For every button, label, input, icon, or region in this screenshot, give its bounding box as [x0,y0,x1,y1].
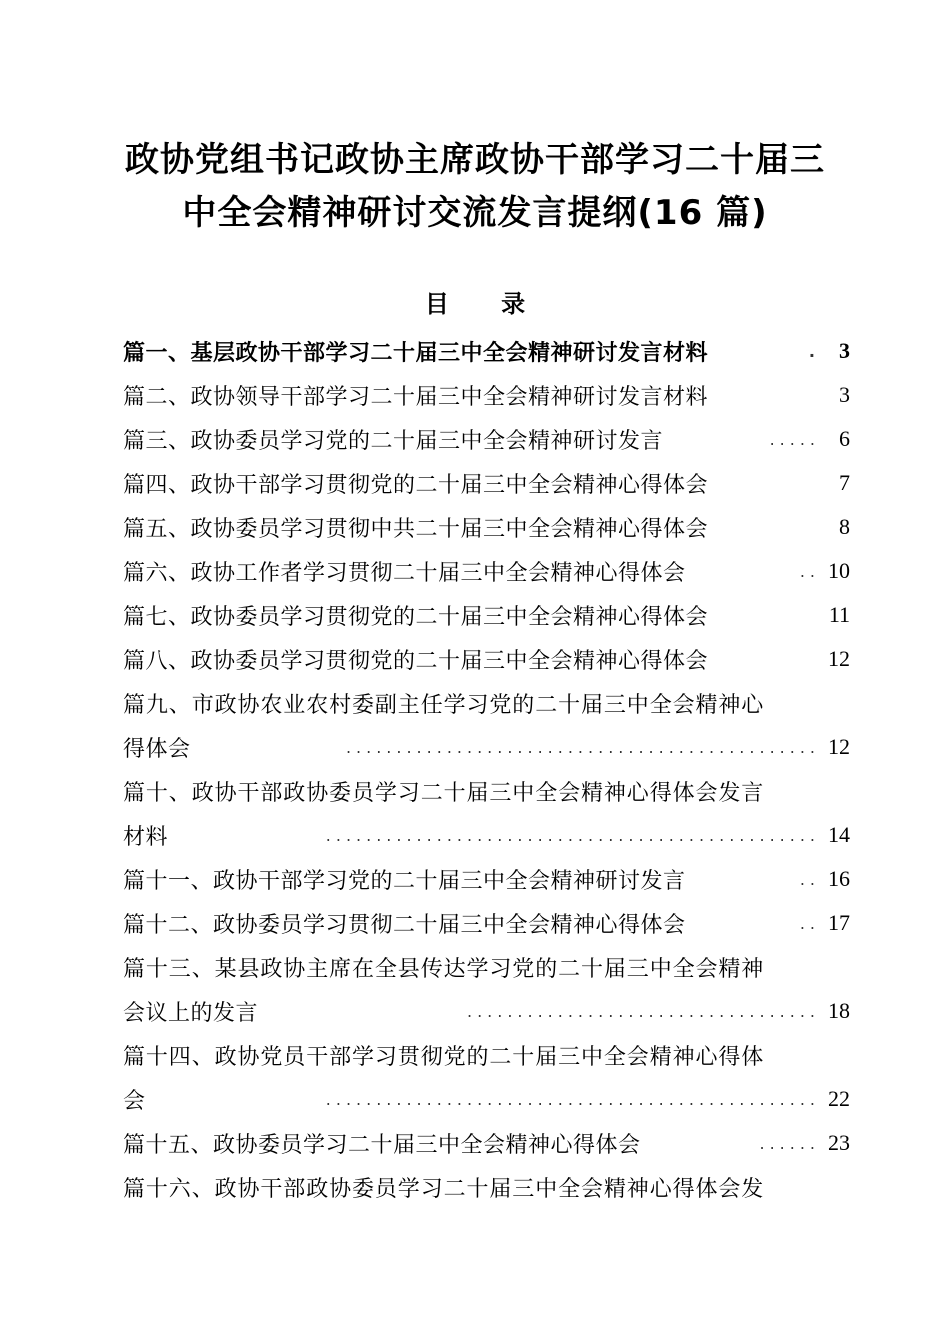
toc-entry-title: 篇十六、政协干部政协委员学习二十届三中全会精神心得体会发 [123,1176,765,1202]
toc-entry-leader: .. [799,561,820,581]
toc-entry-title: 篇十二、政协委员学习贯彻二十届三中全会精神心得体会 [123,912,686,938]
toc-entry[interactable] [123,1169,850,1205]
toc-heading: 目 录 [424,290,548,318]
toc-entry-page: 8 [839,514,850,539]
toc-entry-page: 23 [828,1130,850,1155]
toc-entry-title: 得体会 [123,736,191,762]
toc-entry-continuation[interactable] [123,993,850,1029]
toc-entry-title: 篇八、政协委员学习贯彻党的二十届三中全会精神心得体会 [123,648,709,674]
toc-entry[interactable] [123,949,850,985]
toc-entry-page: 6 [839,426,850,451]
toc-entry[interactable] [123,861,850,897]
toc-entry-page: 14 [828,822,850,847]
toc-entry-leader: ................................................. [325,825,820,845]
toc-entry[interactable] [123,597,850,633]
toc-entry-page: 7 [839,470,850,495]
toc-entry-continuation[interactable] [123,729,850,765]
toc-entry-page: 11 [828,602,850,627]
toc-entry-title: 篇十、政协干部政协委员学习二十届三中全会精神心得体会发言 [123,780,765,806]
toc-entry-continuation[interactable] [123,817,850,853]
toc-entry-page: 22 [828,1086,850,1111]
toc-entry-title: 会 [123,1088,146,1114]
toc-entry-page: 16 [828,866,850,891]
toc-entry-leader: ..... [769,429,820,449]
toc-entry-title: 篇二、政协领导干部学习二十届三中全会精神研讨发言材料 [123,384,709,410]
toc-entry-title: 材料 [123,824,169,850]
toc-entry-page: 17 [828,910,850,935]
toc-entry[interactable] [123,905,850,941]
document-title-line-2: 中全会精神研讨交流发言提纲(16 篇) [182,193,768,233]
toc-entry-leader: .. [799,869,820,889]
toc-entry-page: 3 [839,382,850,407]
toc-entry-title: 篇十五、政协委员学习二十届三中全会精神心得体会 [123,1132,641,1158]
toc-entry-title: 会议上的发言 [123,1000,259,1026]
toc-entry-title: 篇六、政协工作者学习贯彻二十届三中全会精神心得体会 [123,560,686,586]
toc-entry[interactable] [123,421,850,457]
toc-entry-title: 篇十四、政协党员干部学习贯彻党的二十届三中全会精神心得体 [123,1044,765,1070]
toc-entry[interactable] [123,509,850,545]
toc-entry[interactable] [123,1037,850,1073]
toc-entry-page: 3 [839,338,850,363]
toc-entry[interactable] [123,773,850,809]
toc-entry[interactable] [123,685,850,721]
document-title-line-1: 政协党组书记政协主席政协干部学习二十届三 [125,140,825,180]
toc-entry-leader: ................................................. [325,1089,820,1109]
toc-entry[interactable] [123,377,850,413]
toc-entry[interactable] [123,333,850,369]
toc-entry-title: 篇十三、某县政协主席在全县传达学习党的二十届三中全会精神 [123,956,765,982]
toc-entry[interactable] [123,1125,850,1161]
toc-entry-title: 篇一、基层政协干部学习二十届三中全会精神研讨发言材料 [123,340,709,366]
toc-entry-title: 篇四、政协干部学习贯彻党的二十届三中全会精神心得体会 [123,472,709,498]
toc-entry-page: 12 [828,734,850,759]
toc-entry-title: 篇五、政协委员学习贯彻中共二十届三中全会精神心得体会 [123,516,709,542]
toc-entry-leader: ............................................... [345,737,820,757]
toc-entry[interactable] [123,641,850,677]
toc-entry-leader: . [808,341,820,361]
toc-entry-leader: .. [799,913,820,933]
toc-entry-leader: ...... [759,1133,820,1153]
toc-entry[interactable] [123,465,850,501]
toc-entry-page: 18 [828,998,850,1023]
toc-entry-leader: ................................... [466,1001,820,1021]
toc-entry[interactable] [123,553,850,589]
toc-entry-continuation[interactable] [123,1081,850,1117]
toc-entry-page: 12 [828,646,850,671]
toc-entry-title: 篇七、政协委员学习贯彻党的二十届三中全会精神心得体会 [123,604,709,630]
toc-entry-title: 篇十一、政协干部学习党的二十届三中全会精神研讨发言 [123,868,686,894]
toc-entry-title: 篇九、市政协农业农村委副主任学习党的二十届三中全会精神心 [123,692,765,718]
toc-entry-title: 篇三、政协委员学习党的二十届三中全会精神研讨发言 [123,428,664,454]
toc-entry-page: 10 [828,558,850,583]
